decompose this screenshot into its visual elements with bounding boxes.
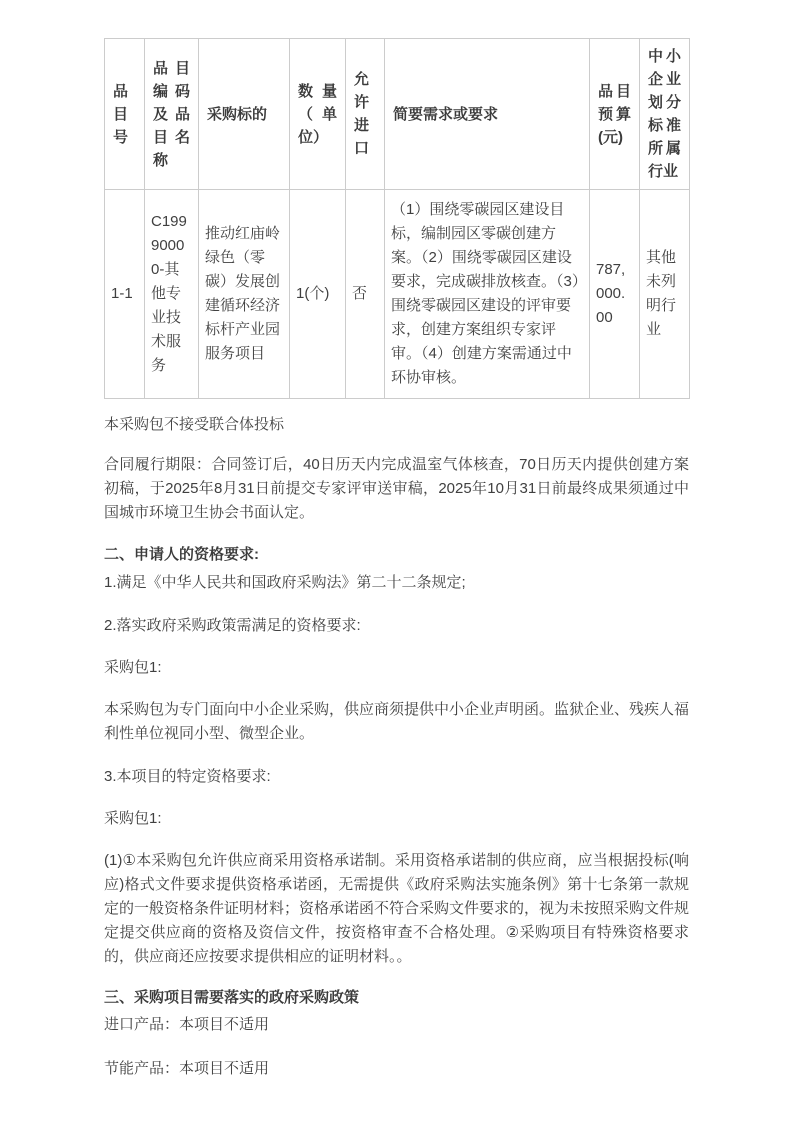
col-header-item-code-name: 品目编码及品目名称: [145, 39, 199, 190]
col-header-sme-industry: 中小企业划分标准所属行业: [640, 39, 690, 190]
qualification-rule-22: 1.满足《中华人民共和国政府采购法》第二十二条规定;: [104, 574, 466, 591]
procurement-items-table: [104, 38, 690, 399]
col-header-requirements: 简要需求或要求: [385, 39, 590, 190]
contract-term-paragraph: 合同履行期限：合同签订后，40日历天内完成温室气体核查，70日历天内提供创建方案初稿，于2025年8月31日前提交专家评审送审稿，2025年10月31日前最终成果须通过中国城市环境卫生协会书面认定。: [104, 456, 689, 521]
section-heading-applicant-qualifications: 二、申请人的资格要求:: [104, 546, 259, 563]
col-header-import-allowed: 允许进口: [346, 39, 385, 190]
qualification-commitment-paragraph: (1)①本采购包允许供应商采用资格承诺制。采用资格承诺制的供应商，应当根据投标(响应)格式文件要求提供资格承诺函，无需提供《政府采购法实施条例》第十七条第一款规定的一般资格条件证明材料；资格承诺函不符合采购文件要求的，视为未按照采购文件规定提交供应商的资格及资信文件，按资格审查不合格处理。②采购项目有特殊资格要求的，供应商还应按要求提供相应的证明材料。。: [104, 852, 690, 965]
col-header-item-no: 品目号: [105, 39, 145, 190]
cell-item-no: 1-1: [105, 190, 145, 399]
cell-sme-industry: 其他未列明行业: [640, 190, 690, 399]
import-product-line: 进口产品：本项目不适用: [104, 1016, 270, 1033]
table-row: [105, 190, 690, 399]
col-header-quantity-unit: 数量（单位）: [290, 39, 346, 190]
cell-requirements: （1）围绕零碳园区建设目标，编制园区零碳创建方案。（2）围绕零碳园区建设要求，完成碳排放核查。（3）围绕零碳园区建设的评审要求，创建方案组织专家评审。（4）创建方案需通过中环协审核。: [385, 190, 590, 399]
cell-import-allowed: 否: [346, 190, 385, 399]
table-header-row: [105, 39, 690, 190]
cell-budget: 787,000.00: [590, 190, 640, 399]
cell-quantity: 1(个): [290, 190, 346, 399]
cell-procurement-target: 推动红庙岭绿色（零碳）发展创建循环经济标杆产业园服务项目: [199, 190, 290, 399]
qualification-policy-requirement: 2.落实政府采购政策需满足的资格要求:: [104, 617, 361, 634]
section-heading-procurement-policy: 三、采购项目需要落实的政府采购政策: [104, 989, 360, 1006]
package1-label-a: 采购包1:: [104, 659, 162, 676]
specific-qualification-heading: 3.本项目的特定资格要求:: [104, 768, 271, 785]
sme-procurement-note: 本采购包为专门面向中小企业采购，供应商须提供中小企业声明函。监狱企业、残疾人福利性单位视同小型、微型企业。: [104, 701, 690, 742]
package1-label-b: 采购包1:: [104, 810, 162, 827]
no-consortium-note: 本采购包不接受联合体投标: [104, 416, 285, 433]
cell-item-code-name: C19990000-其他专业技术服务: [145, 190, 199, 399]
col-header-item-budget: 品目预算(元): [590, 39, 640, 190]
energy-saving-product-line: 节能产品：本项目不适用: [104, 1060, 270, 1077]
col-header-procurement-target: 采购标的: [199, 39, 290, 190]
